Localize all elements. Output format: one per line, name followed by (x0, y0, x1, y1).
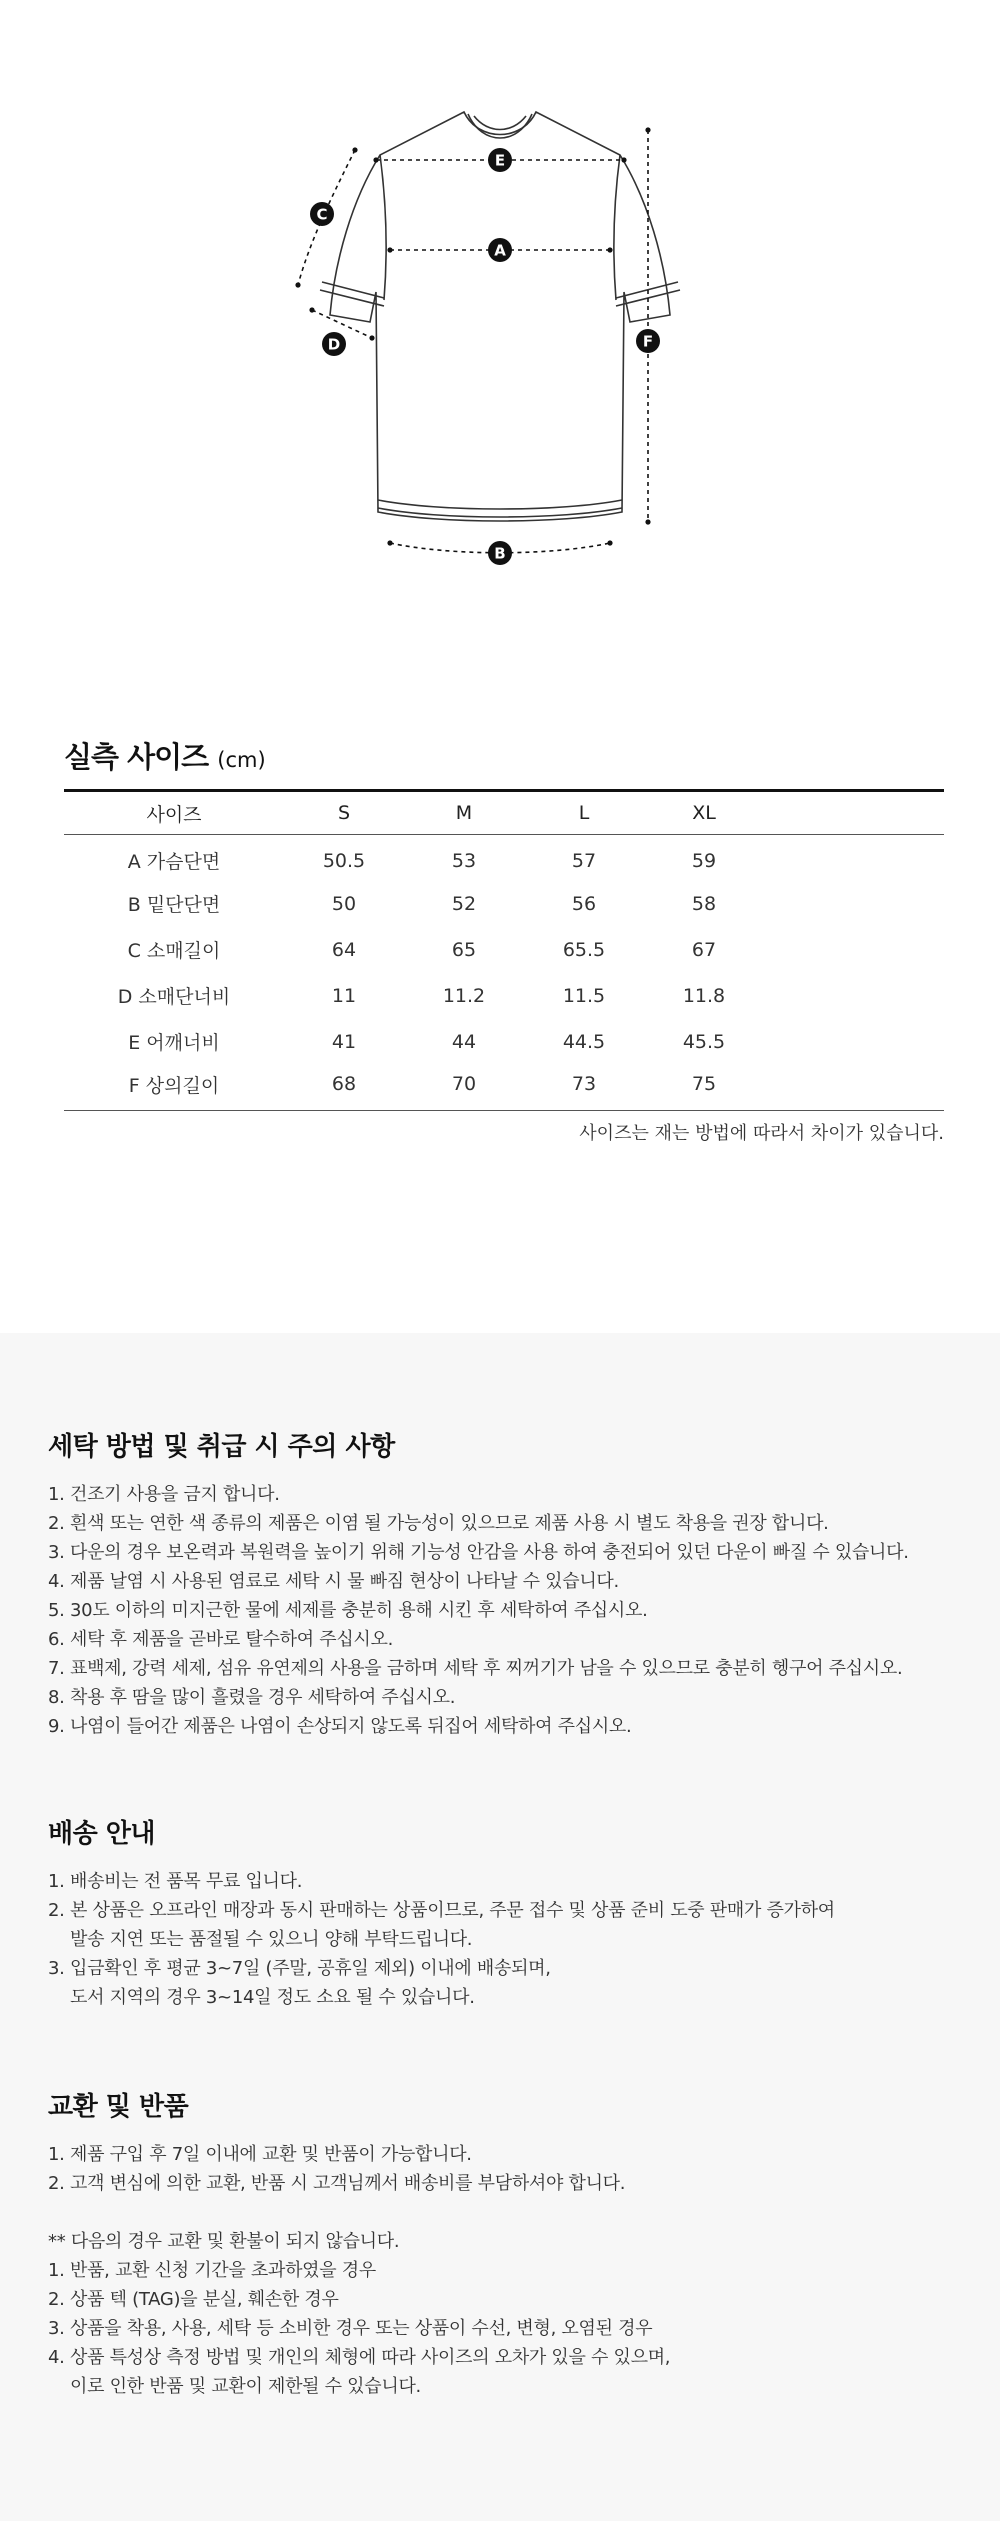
list-gap (48, 2198, 978, 2227)
table-row (64, 973, 944, 1019)
list-item: 1. 건조기 사용을 금지 합니다. (48, 1484, 280, 1505)
cell-value: 67 (691, 938, 717, 961)
row-label: B 밑단단면 (127, 894, 221, 916)
cell-value: 53 (451, 849, 477, 872)
marker-e (488, 148, 512, 172)
list-item: 7. 표백제, 강력 세제, 섬유 유연제의 사용을 금하며 세탁 후 찌꺼기가 남을 수 있으므로 충분히 헹구어 주십시오. (48, 1658, 903, 1679)
washing-list (48, 1480, 978, 1741)
washing-title: 세탁 방법 및 취급 시 주의 사항 (48, 1432, 395, 1462)
size-title (64, 735, 944, 777)
cell-value: 56 (571, 892, 597, 915)
table-row (64, 927, 944, 973)
tshirt-outline-illustration (0, 0, 1000, 620)
cell-value: 11 (331, 984, 357, 1007)
table-row (64, 881, 944, 927)
list-item: 2. 본 상품은 오프라인 매장과 동시 판매하는 상품이므로, 주문 접수 및 상품 준비 도중 판매가 증가하여 (48, 1900, 835, 1921)
marker-a-label: A (494, 241, 506, 260)
size-table-header-row (64, 791, 944, 835)
exceptions-title: ** 다음의 경우 교환 및 환불이 되지 않습니다. (48, 2231, 400, 2252)
size-section (64, 735, 944, 1145)
header-l: L (524, 791, 644, 835)
list-item: 이로 인한 반품 및 교환이 제한될 수 있습니다. (70, 2376, 421, 2397)
marker-c (310, 202, 334, 226)
size-title-unit: (cm) (217, 748, 266, 772)
header-xl: XL (644, 791, 764, 835)
shipping-section (48, 1813, 978, 2012)
list-item: 1. 배송비는 전 품목 무료 입니다. (48, 1871, 303, 1892)
shipping-title: 배송 안내 (48, 1819, 156, 1849)
list-item: 9. 나염이 들어간 제품은 나염이 손상되지 않도록 뒤집어 세탁하여 주십시오. (48, 1716, 632, 1737)
list-item: 5. 30도 이하의 미지근한 물에 세제를 충분히 용해 시킨 후 세탁하여 주십시오. (48, 1600, 648, 1621)
list-item: 8. 착용 후 땀을 많이 흘렸을 경우 세탁하여 주십시오. (48, 1687, 456, 1708)
list-item: 1. 반품, 교환 신청 기간을 초과하였을 경우 (48, 2260, 376, 2281)
marker-f (636, 329, 660, 353)
table-row (64, 1019, 944, 1065)
cell-value: 44 (451, 1030, 477, 1053)
header-spacer (764, 791, 944, 835)
cell-spacer (764, 973, 944, 1019)
header-size: 사이즈 (64, 791, 284, 835)
size-note: 사이즈는 재는 방법에 따라서 차이가 있습니다. (579, 1123, 944, 1144)
list-item: 3. 입금확인 후 평균 3~7일 (주말, 공휴일 제외) 이내에 배송되며, (48, 1958, 551, 1979)
size-title-text: 실측 사이즈 (64, 740, 209, 774)
cell-value: 70 (451, 1073, 477, 1096)
cell-value: 65.5 (562, 938, 606, 961)
cell-value: 45.5 (682, 1030, 726, 1053)
cell-spacer (764, 1019, 944, 1065)
returns-title: 교환 및 반품 (48, 2092, 189, 2122)
cell-spacer (764, 927, 944, 973)
table-row (64, 1065, 944, 1111)
table-row (64, 835, 944, 881)
list-item: 도서 지역의 경우 3~14일 정도 소요 될 수 있습니다. (70, 1987, 475, 2008)
list-item: 2. 고객 변심에 의한 교환, 반품 시 고객님께서 배송비를 부담하셔야 합니다. (48, 2173, 626, 2194)
shipping-list (48, 1867, 978, 2012)
cell-value: 52 (451, 892, 477, 915)
row-label: F 상의길이 (128, 1074, 220, 1097)
marker-c-label: C (316, 205, 328, 224)
tshirt-measurement-diagram (0, 0, 1000, 620)
cell-value: 65 (451, 938, 477, 961)
returns-section (48, 2086, 978, 2401)
list-item: 발송 지연 또는 품절될 수 있으니 양해 부탁드립니다. (70, 1929, 473, 1950)
cell-spacer (764, 835, 944, 881)
size-table (64, 789, 944, 1111)
cell-value: 11.5 (562, 984, 606, 1007)
cell-value: 41 (331, 1030, 357, 1053)
marker-e-label: E (494, 151, 506, 170)
cell-value: 59 (691, 849, 717, 872)
cell-value: 50.5 (322, 849, 366, 872)
marker-a (488, 238, 512, 262)
cell-value: 75 (691, 1073, 717, 1096)
returns-list (48, 2140, 978, 2401)
cell-value: 44.5 (562, 1030, 606, 1053)
header-m: M (404, 791, 524, 835)
cell-value: 64 (331, 938, 357, 961)
cell-value: 68 (331, 1073, 357, 1096)
washing-section (48, 1426, 978, 1741)
list-item: 1. 제품 구입 후 7일 이내에 교환 및 반품이 가능합니다. (48, 2144, 472, 2165)
list-item: 6. 세탁 후 제품을 곧바로 탈수하여 주십시오. (48, 1629, 394, 1650)
marker-b-label: B (494, 544, 506, 563)
cell-value: 58 (691, 892, 717, 915)
list-item: 4. 제품 날염 시 사용된 염료로 세탁 시 물 빠짐 현상이 나타날 수 있습니다. (48, 1571, 619, 1592)
row-label: E 어깨너비 (128, 1032, 220, 1054)
list-item: 4. 상품 특성상 측정 방법 및 개인의 체형에 따라 사이즈의 오차가 있을 수 있으며, (48, 2347, 671, 2368)
marker-b (488, 541, 512, 565)
cell-value: 11.2 (442, 984, 486, 1007)
list-item: 3. 상품을 착용, 사용, 세탁 등 소비한 경우 또는 상품이 수선, 변형, 오염된 경우 (48, 2318, 653, 2339)
cell-value: 11.8 (682, 984, 726, 1007)
row-label: D 소매단너비 (117, 986, 231, 1008)
cell-spacer (764, 881, 944, 927)
list-item: 2. 흰색 또는 연한 색 종류의 제품은 이염 될 가능성이 있으므로 제품 사용 시 별도 착용을 권장 합니다. (48, 1513, 829, 1534)
marker-d-label: D (327, 335, 341, 354)
list-item: 2. 상품 텍 (TAG)을 분실, 훼손한 경우 (48, 2289, 339, 2310)
cell-value: 57 (571, 849, 597, 872)
cell-value: 73 (571, 1073, 597, 1096)
cell-value: 50 (331, 892, 357, 915)
marker-f-label: F (642, 332, 654, 351)
marker-d (322, 332, 346, 356)
row-label: C 소매길이 (127, 940, 221, 962)
header-s: S (284, 791, 404, 835)
row-label: A 가슴단면 (127, 851, 221, 874)
cell-spacer (764, 1065, 944, 1111)
list-item: 3. 다운의 경우 보온력과 복원력을 높이기 위해 기능성 안감을 사용 하여 충전되어 있던 다운이 빠질 수 있습니다. (48, 1542, 909, 1563)
